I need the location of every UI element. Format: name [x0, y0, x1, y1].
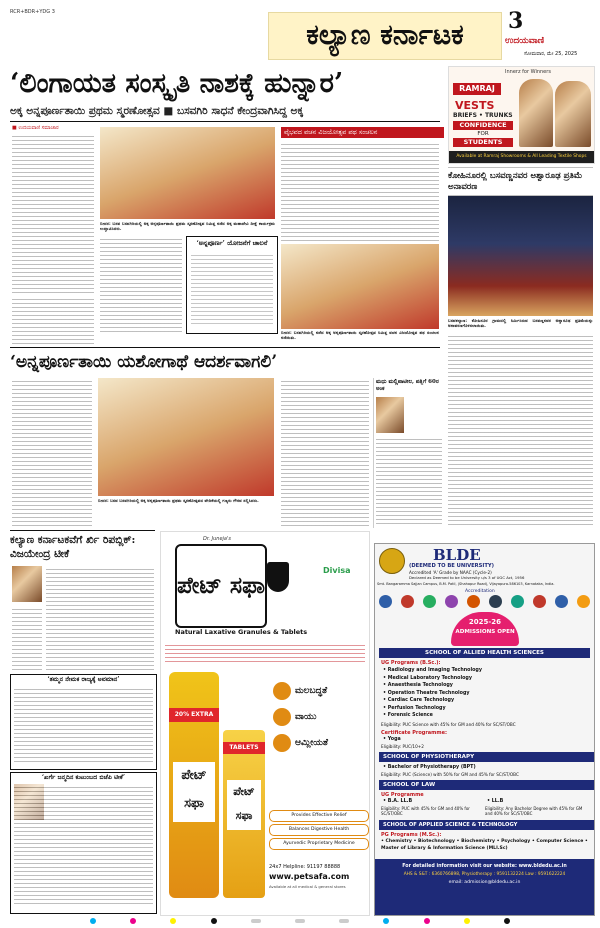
benefit-2: ವಾಯು	[295, 712, 317, 722]
petsafa-jar-label: ಪೇಟ್ ಸಫಾ	[173, 762, 215, 822]
stomach-icon	[273, 682, 291, 700]
right-story-photo	[448, 196, 593, 316]
third-story-body-2	[281, 378, 369, 528]
blde-subtitle: (DEEMED TO BE UNIVERSITY)	[409, 563, 495, 569]
blde-accreditation: Accredited 'A' Grade by NAAC (Cycle-2)	[409, 570, 492, 575]
model-photo-1	[519, 79, 553, 147]
third-story-photo	[98, 378, 274, 496]
obituary-photo	[376, 397, 404, 433]
right-story-headline: ಕೋಹಿನೂರಲ್ಲಿ ಬಸವಣ್ಣನವರ ಅಶ್ವಾರೂಢ ಪ್ರತಿಮೆ ಅನಾವರಣ	[448, 171, 593, 193]
course-item: • Perfusion Technology	[383, 705, 446, 711]
sidebar-box	[186, 236, 278, 334]
blde-llb: • LL.B	[487, 799, 504, 804]
petsafa-ad[interactable]	[160, 531, 370, 916]
blde-year: 2025-26	[468, 618, 502, 626]
feature-3: Ayurvedic Proprietary Medicine	[269, 838, 369, 850]
blde-accreditation-label: Accreditation	[465, 589, 495, 594]
blde-section-4: SCHOOL OF APPLIED SCIENCE & TECHNOLOGY	[379, 820, 594, 830]
ramraj-line5: STUDENTS	[453, 138, 513, 147]
blde-ad[interactable]	[374, 543, 595, 916]
small-box-2	[10, 772, 157, 914]
second-story-body	[281, 141, 439, 241]
blde-contact[interactable]: AHS & S&T : 6360766898, Physiotherapy : 9591132224 Law : 9591622224	[403, 872, 566, 877]
blde-pg-programs: PG Programs (M.Sc.):	[381, 832, 442, 838]
petsafa-website[interactable]: www.petsafa.com	[269, 872, 350, 881]
blde-ug-programs: UG Programs (B.Sc.):	[381, 660, 441, 666]
blde-section-3: SCHOOL OF LAW	[379, 780, 594, 790]
ramraj-line1: VESTS	[455, 99, 495, 112]
main-photo-caption: ಬೀದರ: ಬಸವ ಬಸವಗಿರಿಯಲ್ಲಿ ಅಕ್ಕ ಅನ್ನಪೂರ್ಣತಾಯಿ ಪ್ರಥಮ ಸ್ಮರಣೋತ್ಸವ ನಿಮಿತ್ತ ನಡೆದ ಅಕ್ಕ ಮಹಾದೇವಿ ದೀಕ್ಷೆ ಕಾರ್ಯಕ್ರಮ ಉದ್ಘಾಟಿಸಿದರು.	[100, 221, 275, 232]
small-box-1-title: ‘ತಮ್ಮನ ನೇಮಕ ರಾಜ್ಯಕ್ಕೆ ಅವಮಾನ’	[47, 676, 120, 683]
course-item: • Anaesthesia Technology	[383, 683, 453, 688]
blde-certificate: Certificate Programme:	[381, 730, 447, 736]
divider	[10, 530, 155, 531]
main-body-col2	[100, 236, 182, 332]
petsafa-tagline: Natural Laxative Granules & Tablets	[175, 628, 308, 636]
third-story-headline: ‘ಅನ್ನಪೂರ್ಣತಾಯಿ ಯಶೋಗಾಥೆ ಆದರ್ಶವಾಗಲಿ’	[10, 352, 278, 372]
course-item: • Cardiac Care Technology	[383, 698, 455, 703]
edition-code: RCR+BDR+YDG 3	[10, 9, 55, 15]
course-item: • Operation Theatre Technology	[383, 690, 470, 696]
blde-section-2: SCHOOL OF PHYSIOTHERAPY	[379, 752, 594, 762]
petsafa-brand: Divisa	[323, 566, 351, 575]
blde-course-list	[383, 667, 482, 720]
fourth-story-headline: ಕಲ್ಯಾಣ ಕರ್ನಾಟಕವೆಗೆ ರ್ಖಿ ರಿಪಬ್ಲಿಕ್‌: ವಿಜಯೇಂದ್ರ ಟೀಕೆ	[10, 534, 136, 560]
second-story-photo	[281, 244, 439, 329]
ramraj-tagline: Innerz for Winners	[505, 69, 551, 75]
ramraj-footer: Available at Ramraj Showrooms & All Leading Textile Shops	[449, 151, 594, 163]
gas-icon	[273, 708, 291, 726]
blde-ballb: • B.A. LL.B	[383, 799, 413, 804]
feature-1: Provides Effective Relief	[269, 810, 369, 822]
petsafa-maker: Dr. Juneja's	[203, 536, 231, 542]
blde-eligibility-3a: Eligibility: PUC with 45% for GM and 40% for SC/ST/OBC	[381, 806, 470, 816]
second-story-caption: ಬೀದರ: ಬಸವಗಿರಿಯಲ್ಲಿ ನಡೆದ ಅಕ್ಕ ಅನ್ನಪೂರ್ಣತಾಯಿ ಸ್ಮರಣೋತ್ಸವ ನಿಮಿತ್ತ ವಚನ ವಿಜಯೋತ್ಸವ ಪಥ ಸಂಚಲನ ನಡೆಯಿತು.	[281, 330, 439, 341]
masthead-banner	[268, 12, 502, 60]
petsafa-tablets: TABLETS	[223, 742, 265, 754]
petsafa-kannada-copy	[165, 642, 365, 664]
course-item: • Forensic Science	[383, 713, 433, 718]
blde-yoga: • Yoga	[383, 737, 401, 742]
second-story-label: ವೈಭವದ ವಚನ ವಿಜಯೋತ್ಸವ ಪಥ ಸಂಚಲನ	[281, 127, 444, 138]
third-story-body	[12, 378, 92, 528]
right-story-caption: ಬಸವಕಲ್ಯಾಣ: ಕೋಹಿನೂರ ಗ್ರಾಮದಲ್ಲಿ ನಿರ್ಮಿಸಿರುವ ಬಸವಣ್ಣನವರ ಅಶ್ವಾರೂಢ ಪ್ರತಿಮೆಯನ್ನು ಅನಾವರಣಗೊಳಿಸಲಾಯಿತು.	[448, 318, 593, 329]
fourth-story-photo	[12, 566, 42, 602]
petsafa-logo: ಪೇಟ್ ಸಫಾ	[175, 544, 267, 628]
course-item: • Radiology and Imaging Technology	[383, 668, 482, 673]
masthead-title: ಕಲ್ಯಾಣ ಕರ್ನಾಟಕ	[306, 18, 464, 51]
benefit-1: ಮಲಬದ್ಧತೆ	[295, 686, 328, 696]
blde-eligibility-1: Eligibility: PUC Science with 45% for GM and 40% for SC/ST/OBC	[381, 722, 516, 727]
obituary-box	[373, 378, 444, 528]
page-number: 3	[508, 8, 524, 34]
print-registration-marks	[90, 917, 510, 924]
main-byline: ■ ಉದಯವಾಣಿ ಸಮಾಚಾರ	[12, 125, 59, 131]
masthead-date: ಸೋಮವಾರ, ಮೇ 25, 2025	[524, 51, 578, 57]
blde-ug-law: UG Programme	[381, 792, 424, 798]
blde-eligibility-3b: Eligibility: Any Bachelor Degree with 45% for GM and 40% for SC/ST/OBC	[485, 806, 583, 816]
blde-admissions: ADMISSIONS OPEN	[455, 629, 515, 635]
blde-bpt: • Bachelor of Physiotherapy (BPT)	[383, 765, 476, 770]
accreditation-logos	[379, 595, 590, 609]
blde-section-1: SCHOOL OF ALLIED HEALTH SCIENCES	[379, 648, 590, 658]
petsafa-box-label: ಪೇಟ್ ಸಫಾ	[227, 780, 261, 830]
main-photo	[100, 127, 275, 219]
ramraj-line3: CONFIDENCE	[453, 121, 513, 130]
blde-logo-icon	[379, 548, 405, 574]
third-story-caption: ಬೀದರ: ಬಸವ ಬಸವಗಿರಿಯಲ್ಲಿ ಅಕ್ಕ ಅನ್ನಪೂರ್ಣತಾಯಿ ಪ್ರಥಮ ಸ್ಮರಣೋತ್ಸವದ ವೇದಿಕೆಯಲ್ಲಿ ಗಣ್ಯರು ಗೌರವ ಸಲ್ಲಿಸಿದರು.	[98, 498, 259, 503]
fourth-story-body-2	[12, 606, 42, 670]
blde-email[interactable]: email: admission@bldedu.ac.in	[448, 880, 521, 885]
benefit-3: ಆಮ್ಲೀಯತೆ	[295, 738, 328, 748]
petsafa-helpline[interactable]: 24x7 Helpline: 91197 88888	[269, 864, 341, 870]
feature-2: Balances Digestive Health	[269, 824, 369, 836]
sidebar-box-title: ‘ಅನ್ನಪೂರ್ಣ’ ಯೋಜನೆಗೆ ಚಾಲನೆ	[196, 239, 268, 247]
main-body-col3	[12, 296, 94, 346]
blde-eligibility-yoga: Eligibility: PUC/10+2	[381, 744, 424, 749]
blde-address: Smt. Bangaramma Sajjan Campus, B.M. Patil, (Shahapur Road), Vijayapura-586103, Karnataka, India.	[377, 582, 555, 586]
main-subhead: ಅಕ್ಕ ಅನ್ನಪೂರ್ಣತಾಯಿ ಪ್ರಥಮ ಸ್ಮರಣೋತ್ಸವ ■ ಬಸವಗಿರಿ ಸಾಧನೆ ಕೇಂದ್ರವಾಗಿಸಿದ್ದ ಅಕ್ಕ	[10, 105, 304, 117]
blde-pg-list: • Chemistry • Biotechnology • Biochemistry • Psychology • Computer Science • Master of Library & Information Science (MLI.Sc)	[381, 839, 588, 851]
blde-eligibility-2: Eligibility: PUC (Science) with 50% for GM and 45% for SC/ST/OBC	[381, 772, 519, 777]
main-headline: ‘ಲಿಂಗಾಯತ ಸಂಸ್ಕೃತಿ ನಾಶಕ್ಕೆ ಹುನ್ನಾರ’	[10, 68, 344, 99]
blde-name: BLDE	[433, 546, 481, 564]
obituary-title: ಮಧು ಮಲ್ಲಿಪಾಟೀಲ, ಪತ್ನಿಗೆ 60ರ ಅಂಕ	[376, 379, 439, 392]
divider	[10, 121, 440, 122]
petsafa-promo: 20% EXTRA	[169, 708, 219, 722]
ramraj-ad[interactable]	[448, 66, 595, 164]
course-item: • Medical Laboratory Technology	[383, 675, 472, 681]
ramraj-line4: FOR	[477, 131, 489, 137]
small-box-1	[10, 674, 157, 770]
ramraj-line2: BRIEFS • TRUNKS	[453, 112, 513, 119]
ramraj-logo: RAMRAJ	[453, 83, 501, 95]
right-story-body	[448, 333, 593, 528]
fourth-story-body	[46, 566, 154, 670]
blde-detail[interactable]: For detailed information visit our website: www.bldedu.ac.in	[402, 864, 567, 869]
blde-declared: Declared as Deemed to be University u/s 3 of UGC Act, 1956	[409, 575, 525, 580]
toilet-icon	[267, 562, 289, 592]
small-box-2-title: ‘ಖರ್ಗೆ ಜನ್ಮದಿನ ಕುಟುಂಬದ ಬಿಜೆಪಿ ಟೀಕೆ’	[41, 774, 126, 781]
paper-name: ಉದಯವಾಣಿ	[505, 36, 545, 46]
petsafa-availability: Available at all medical & general stores	[269, 884, 346, 889]
model-photo-2	[555, 81, 591, 147]
acid-icon	[273, 734, 291, 752]
divider	[10, 347, 440, 348]
main-body-col1	[12, 133, 94, 293]
